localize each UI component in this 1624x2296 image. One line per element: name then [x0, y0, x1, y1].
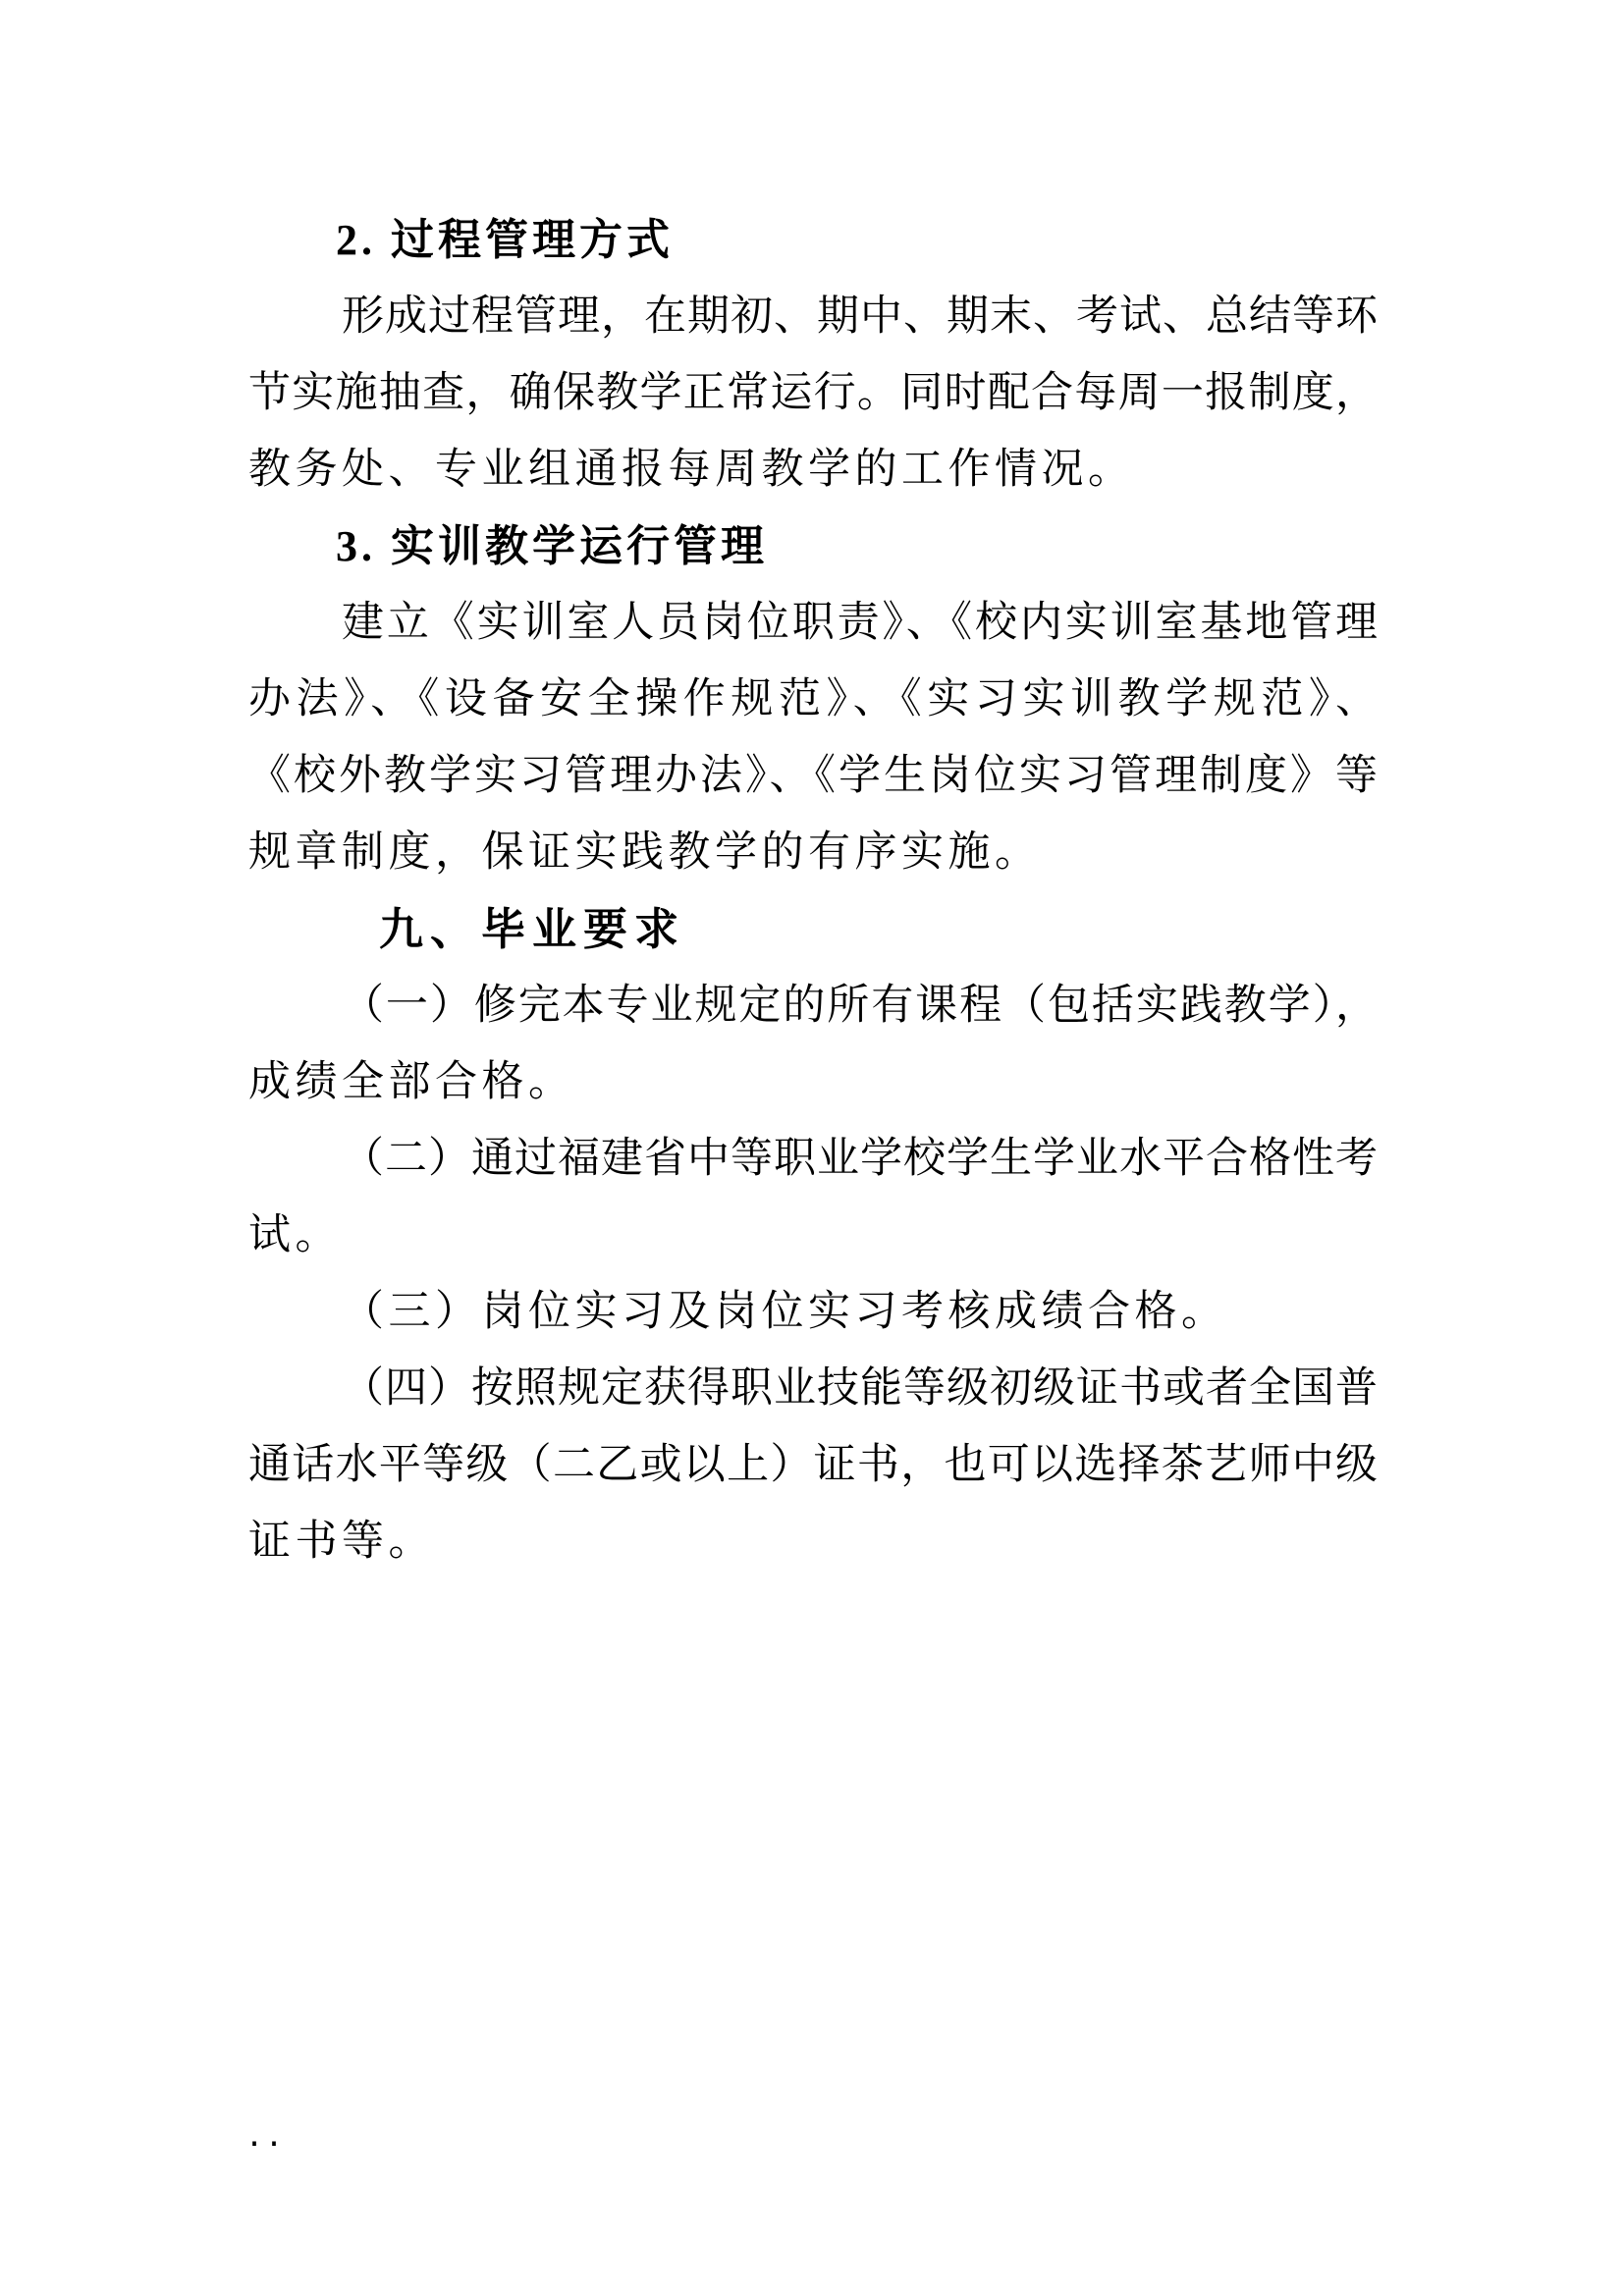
subsection-heading: 3. 实训教学运行管理: [336, 522, 768, 570]
paragraph: [248, 968, 1378, 1121]
paragraph-line: （三）岗位实习及岗位实习考核成绩合格。: [342, 1289, 1228, 1335]
paragraph: [248, 279, 1378, 508]
paragraph-line: 试。: [248, 1212, 342, 1258]
paragraph-line: 规章制度，保证实践教学的有序实施。: [248, 829, 1042, 876]
subsection-heading: 2. 过程管理方式: [336, 216, 674, 264]
document-content: [248, 202, 1378, 1580]
paragraph-line: 证书等。: [248, 1519, 435, 1565]
section-heading: 九、毕业要求: [379, 904, 686, 954]
paragraph-line: 教务处、专业组通报每周教学的工作情况。: [248, 447, 1135, 493]
paragraph-line: （四）按照规定获得职业技能等级初级证书或者全国普: [342, 1365, 1378, 1412]
paragraph-line: （二）通过福建省中等职业学校学生学业水平合格性考: [342, 1136, 1378, 1182]
paragraph-line: 建立《实训室人员岗位职责》、《校内实训室基地管理: [342, 600, 1378, 646]
footer-mark: ..: [245, 2119, 286, 2154]
paragraph-line: 节实施抽查，确保教学正常运行。同时配合每周一报制度，: [248, 370, 1378, 416]
paragraph-line: 通话水平等级（二乙或以上）证书，也可以选择茶艺师中级: [248, 1442, 1378, 1488]
paragraph: [248, 585, 1378, 891]
paragraph-line: 形成过程管理，在期初、期中、期末、考试、总结等环: [342, 294, 1378, 340]
paragraph-line: （一）修完本专业规定的所有课程（包括实践教学），: [342, 983, 1378, 1029]
paragraph-line: 办法》、《设备安全操作规范》、《实习实训教学规范》、: [248, 676, 1378, 722]
paragraph: [248, 1274, 1378, 1351]
paragraph: [248, 1351, 1378, 1580]
paragraph-line: 成绩全部合格。: [248, 1059, 575, 1105]
paragraph-line: 《校外教学实习管理办法》、《学生岗位实习管理制度》等: [248, 753, 1378, 799]
paragraph: [248, 1121, 1378, 1274]
